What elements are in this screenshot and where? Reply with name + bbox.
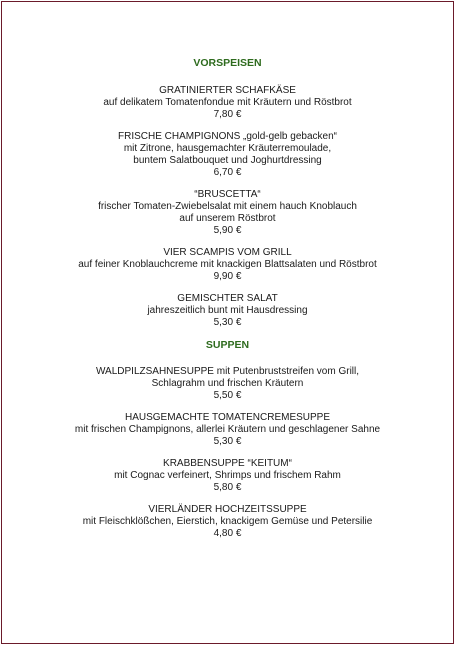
item-title: WALDPILZSAHNESUPPE mit Putenbruststreifen vom Grill, <box>95 366 360 377</box>
menu-page <box>1 1 454 644</box>
item-price: 5,80 € <box>213 482 242 493</box>
item-title: FRISCHE CHAMPIGNONS „gold-gelb gebacken“ <box>118 131 337 142</box>
menu-item <box>2 189 453 237</box>
menu-item <box>2 247 453 283</box>
item-title: GEMISCHTER SALAT <box>177 293 278 304</box>
menu-item <box>2 458 453 494</box>
item-price: 4,80 € <box>213 528 242 539</box>
item-description: mit frischen Champignons, allerlei Kräutern und geschlagener Sahne <box>74 424 381 435</box>
item-price: 5,50 € <box>213 390 242 401</box>
item-description: auf unserem Röstbrot <box>179 213 276 224</box>
item-description: mit Fleischklößchen, Eierstich, knackigem Gemüse und Petersilie <box>82 516 373 527</box>
item-price: 5,90 € <box>213 225 242 236</box>
item-description: mit Zitrone, hausgemachter Kräuterremoulade, <box>123 143 332 154</box>
menu-item <box>2 412 453 448</box>
item-title: GRATINIERTER SCHAFKÄSE <box>159 85 296 96</box>
menu-item <box>2 131 453 179</box>
menu-item <box>2 366 453 402</box>
item-title: VIER SCAMPIS VOM GRILL <box>163 247 292 258</box>
item-title: HAUSGEMACHTE TOMATENCREMESUPPE <box>124 412 331 423</box>
menu-item <box>2 293 453 329</box>
item-title: KRABBENSUPPE “KEITUM“ <box>163 458 292 469</box>
item-description: auf feiner Knoblauchcreme mit knackigen Blattsalaten und Röstbrot <box>78 259 377 270</box>
section-suppen <box>2 339 453 540</box>
item-description: Schlagrahm und frischen Kräutern <box>151 378 304 389</box>
item-price: 5,30 € <box>213 317 242 328</box>
item-description: jahreszeitlich bunt mit Hausdressing <box>147 305 308 316</box>
item-price: 7,80 € <box>213 109 242 120</box>
section-heading: SUPPEN <box>205 339 250 351</box>
section-vorspeisen <box>2 57 453 329</box>
item-price: 6,70 € <box>213 167 242 178</box>
item-title: “BRUSCETTA“ <box>194 189 261 200</box>
item-description: mit Cognac verfeinert, Shrimps und frischem Rahm <box>114 470 341 481</box>
item-description: buntem Salatbouquet und Joghurtdressing <box>133 155 322 166</box>
menu-item <box>2 504 453 540</box>
item-price: 5,30 € <box>213 436 242 447</box>
section-heading: VORSPEISEN <box>193 57 262 69</box>
item-title: VIERLÄNDER HOCHZEITSSUPPE <box>148 504 307 515</box>
item-description: auf delikatem Tomatenfondue mit Kräutern und Röstbrot <box>103 97 352 108</box>
menu-item <box>2 85 453 121</box>
item-description: frischer Tomaten-Zwiebelsalat mit einem hauch Knoblauch <box>98 201 357 212</box>
item-price: 9,90 € <box>213 271 242 282</box>
menu-content <box>2 57 453 550</box>
